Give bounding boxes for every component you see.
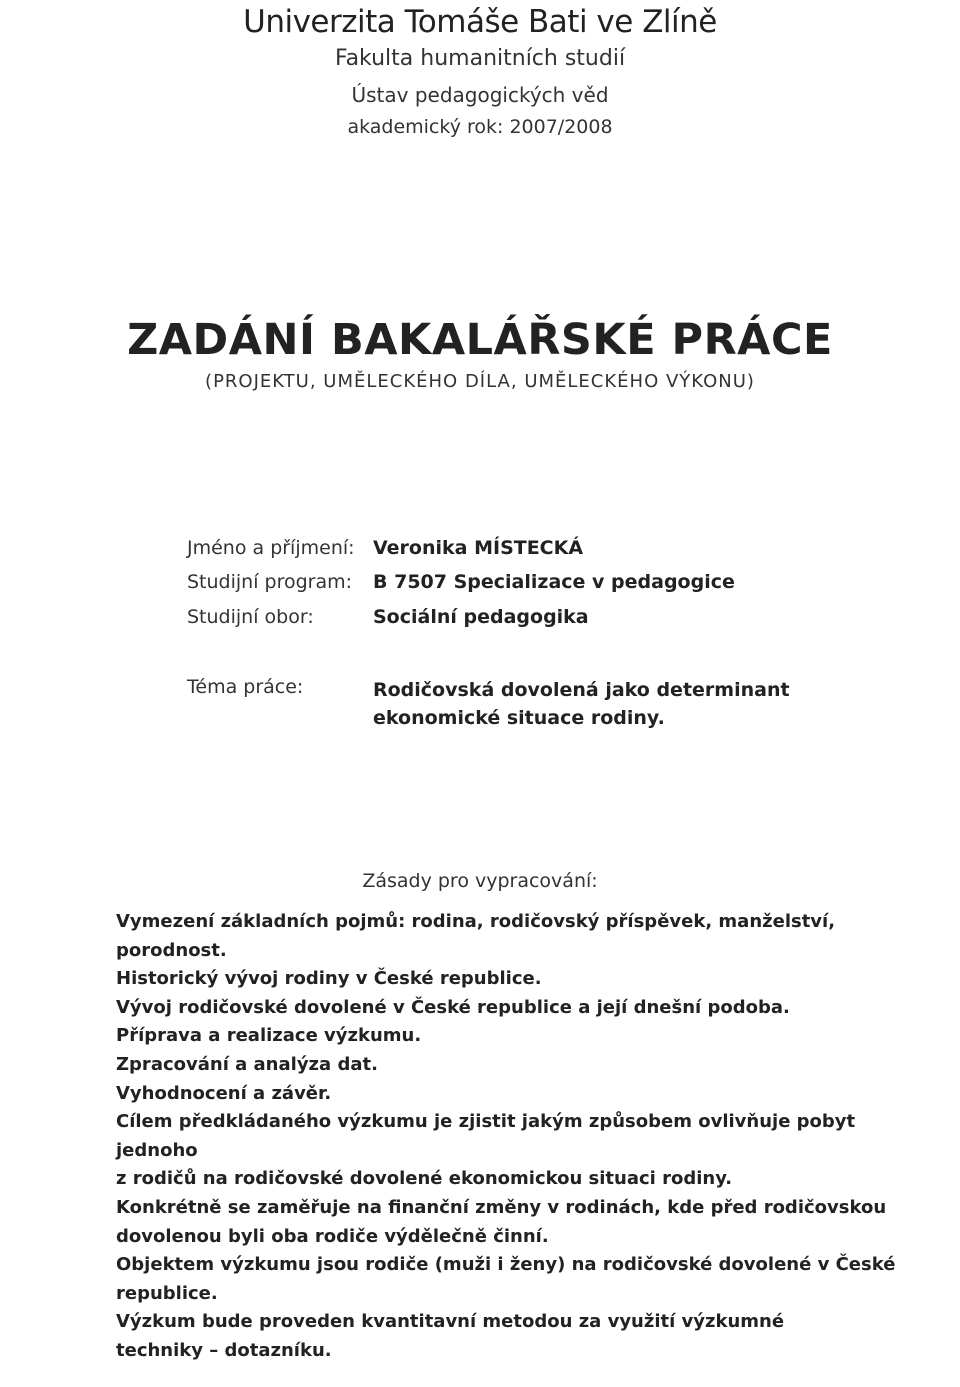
guideline-line: Příprava a realizace výzkumu. (116, 1025, 422, 1047)
guideline-line: z rodičů na rodičovské dovolené ekonomickou situaci rodiny. (116, 1168, 733, 1190)
topic-label: Téma práce: (187, 676, 304, 698)
guidelines-heading: Zásady pro vypracování: (362, 870, 598, 892)
guidelines-list (116, 908, 896, 1366)
guideline-line: Výzkum bude proveden kvantitavní metodou za využití výzkumné (116, 1311, 785, 1333)
guideline-line: Cílem předkládaného výzkumu je zjistit jakým způsobem ovlivňuje pobyt jednoho (116, 1111, 856, 1161)
guideline-line: Konkrétně se zaměřuje na finanční změny v rodinách, kde před rodičovskou (116, 1196, 887, 1218)
university-name: Univerzita Tomáše Bati ve Zlíně (243, 4, 717, 40)
field-value: Sociální pedagogika (373, 606, 589, 628)
guideline-line: dovolenou byli oba rodiče výdělečně činní. (116, 1225, 549, 1247)
guideline-line: Vývoj rodičovské dovolené v České republice a její dnešní podoba. (116, 996, 790, 1018)
guideline-line: techniky – dotazníku. (116, 1339, 332, 1361)
guideline-line: Historický vývoj rodiny v České republice. (116, 968, 542, 990)
field-label: Studijní obor: (187, 606, 314, 628)
document-subtitle: (PROJEKTU, UMĚLECKÉHO DÍLA, UMĚLECKÉHO VÝKONU) (205, 371, 755, 392)
document-title: ZADÁNÍ BAKALÁŘSKÉ PRÁCE (127, 315, 833, 365)
faculty-name: Fakulta humanitních studií (334, 46, 626, 71)
name-label: Jméno a příjmení: (187, 537, 355, 559)
topic-value: Rodičovská dovolená jako determinant ekonomické situace rodiny. (373, 679, 790, 729)
department-name: Ústav pedagogických věd (351, 83, 609, 107)
guideline-line: Objektem výzkumu jsou rodiče (muži i ženy) na rodičovské dovolené v České (116, 1254, 896, 1276)
guideline-line: Zpracování a analýza dat. (116, 1053, 378, 1075)
program-value: B 7507 Specializace v pedagogice (373, 571, 735, 593)
program-label: Studijní program: (187, 571, 353, 593)
name-value: Veronika MÍSTECKÁ (373, 537, 584, 559)
guideline-line: Vyhodnocení a závěr. (116, 1082, 332, 1104)
guideline-line: Vymezení základních pojmů: rodina, rodičovský příspěvek, manželství, porodnost. (116, 911, 836, 961)
guideline-line: republice. (116, 1282, 218, 1304)
academic-year: akademický rok: 2007/2008 (347, 116, 613, 138)
